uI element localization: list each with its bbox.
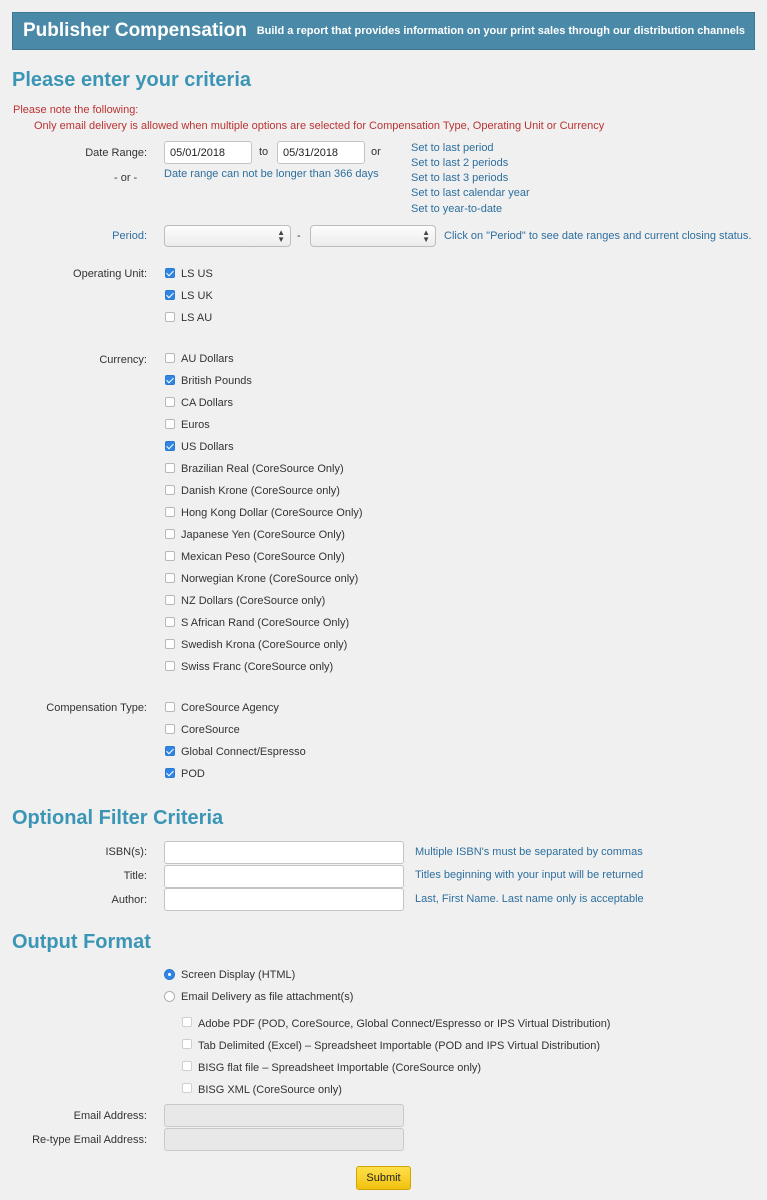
operating-unit-ls-au-label: LS AU	[181, 312, 213, 324]
note-text: Only email delivery is allowed when multiple options are selected for Compensation Type, Operating Unit or Currency	[34, 120, 605, 132]
currency-au-dollars-checkbox[interactable]	[165, 353, 175, 363]
submit-button[interactable]: Submit	[356, 1166, 411, 1190]
currency-swiss-franc-label: Swiss Franc (CoreSource only)	[181, 661, 334, 673]
currency-swedish-krona-checkbox[interactable]	[165, 639, 175, 649]
attachment-pdf-label: Adobe PDF (POD, CoreSource, Global Connect/Espresso or IPS Virtual Distribution)	[198, 1018, 611, 1030]
period-dash: -	[297, 230, 301, 242]
email-address-input[interactable]	[164, 1104, 404, 1127]
currency-japanese-yen-label: Japanese Yen (CoreSource Only)	[181, 529, 345, 541]
page-title: Publisher Compensation	[23, 20, 247, 41]
operating-unit-ls-us-checkbox[interactable]	[165, 268, 175, 278]
set-last-period-link[interactable]: Set to last period	[411, 142, 494, 154]
select-arrows-icon: ▲ ▼	[422, 228, 430, 244]
operating-unit-label: Operating Unit:	[73, 268, 147, 280]
currency-euros-checkbox[interactable]	[165, 419, 175, 429]
retype-email-label: Re-type Email Address:	[32, 1134, 147, 1146]
compensation-pod-label: POD	[181, 768, 205, 780]
currency-au-dollars-label: AU Dollars	[181, 353, 234, 365]
to-label: to	[259, 146, 269, 158]
currency-brazilian-real-label: Brazilian Real (CoreSource Only)	[181, 463, 344, 475]
screen-display-radio[interactable]	[164, 969, 175, 980]
note-heading: Please note the following:	[13, 104, 139, 116]
operating-unit-ls-au-checkbox[interactable]	[165, 312, 175, 322]
compensation-coresource-label: CoreSource	[181, 724, 240, 736]
page-header	[12, 12, 755, 50]
currency-japanese-yen-checkbox[interactable]	[165, 529, 175, 539]
isbn-hint: Multiple ISBN's must be separated by commas	[415, 846, 643, 858]
set-last-calendar-year-link[interactable]: Set to last calendar year	[411, 187, 530, 199]
filter-criteria-heading: Optional Filter Criteria	[12, 807, 224, 829]
output-format-heading: Output Format	[12, 931, 151, 953]
email-delivery-label: Email Delivery as file attachment(s)	[181, 991, 354, 1003]
author-label: Author:	[111, 894, 147, 906]
compensation-coresource-agency-label: CoreSource Agency	[181, 702, 279, 714]
compensation-global-connect-checkbox[interactable]	[165, 746, 175, 756]
currency-british-pounds-checkbox[interactable]	[165, 375, 175, 385]
attachment-bisg-flat-label: BISG flat file – Spreadsheet Importable (CoreSource only)	[198, 1062, 482, 1074]
currency-british-pounds-label: British Pounds	[181, 375, 252, 387]
currency-euros-label: Euros	[181, 419, 210, 431]
compensation-coresource-agency-checkbox[interactable]	[165, 702, 175, 712]
or-label: or	[371, 146, 381, 158]
attachment-tab-delimited-label: Tab Delimited (Excel) – Spreadsheet Importable (POD and IPS Virtual Distribution)	[198, 1040, 601, 1052]
currency-norwegian-krone-label: Norwegian Krone (CoreSource only)	[181, 573, 359, 585]
currency-danish-krone-checkbox[interactable]	[165, 485, 175, 495]
currency-hong-kong-dollar-checkbox[interactable]	[165, 507, 175, 517]
currency-s-african-rand-label: S African Rand (CoreSource Only)	[181, 617, 350, 629]
retype-email-input[interactable]	[164, 1128, 404, 1151]
or-separator: - or -	[114, 172, 138, 184]
date-range-hint: Date range can not be longer than 366 days	[164, 168, 379, 180]
currency-label: Currency:	[99, 354, 147, 366]
criteria-heading: Please enter your criteria	[12, 69, 252, 91]
currency-nz-dollars-checkbox[interactable]	[165, 595, 175, 605]
currency-us-dollars-checkbox[interactable]	[165, 441, 175, 451]
date-range-label: Date Range:	[85, 147, 147, 159]
currency-danish-krone-label: Danish Krone (CoreSource only)	[181, 485, 340, 497]
compensation-type-label: Compensation Type:	[46, 702, 147, 714]
attachment-bisg-xml-label: BISG XML (CoreSource only)	[198, 1084, 342, 1096]
operating-unit-ls-us-label: LS US	[181, 268, 213, 280]
attachment-bisg-flat-checkbox[interactable]	[182, 1061, 192, 1071]
currency-brazilian-real-checkbox[interactable]	[165, 463, 175, 473]
period-start-select[interactable]	[164, 225, 291, 247]
currency-us-dollars-label: US Dollars	[181, 441, 234, 453]
compensation-global-connect-label: Global Connect/Espresso	[181, 746, 306, 758]
operating-unit-ls-uk-checkbox[interactable]	[165, 290, 175, 300]
author-input[interactable]	[164, 888, 404, 911]
attachment-tab-delimited-checkbox[interactable]	[182, 1039, 192, 1049]
page-subtitle: Build a report that provides information on your print sales through our distribution channels	[256, 25, 745, 37]
author-hint: Last, First Name. Last name only is acceptable	[415, 893, 644, 905]
currency-mexican-peso-label: Mexican Peso (CoreSource Only)	[181, 551, 345, 563]
compensation-coresource-checkbox[interactable]	[165, 724, 175, 734]
attachment-bisg-xml-checkbox[interactable]	[182, 1083, 192, 1093]
set-last-2-periods-link[interactable]: Set to last 2 periods	[411, 157, 509, 169]
period-hint: Click on "Period" to see date ranges and current closing status.	[444, 230, 752, 242]
period-end-select[interactable]	[310, 225, 436, 247]
attachment-pdf-checkbox[interactable]	[182, 1017, 192, 1027]
set-last-3-periods-link[interactable]: Set to last 3 periods	[411, 172, 509, 184]
compensation-pod-checkbox[interactable]	[165, 768, 175, 778]
isbn-input[interactable]	[164, 841, 404, 864]
title-label: Title:	[123, 870, 147, 882]
screen-display-label: Screen Display (HTML)	[181, 969, 296, 981]
email-delivery-radio[interactable]	[164, 991, 175, 1002]
operating-unit-ls-uk-label: LS UK	[181, 290, 213, 302]
currency-swedish-krona-label: Swedish Krona (CoreSource only)	[181, 639, 348, 651]
currency-norwegian-krone-checkbox[interactable]	[165, 573, 175, 583]
currency-s-african-rand-checkbox[interactable]	[165, 617, 175, 627]
currency-ca-dollars-label: CA Dollars	[181, 397, 233, 409]
currency-swiss-franc-checkbox[interactable]	[165, 661, 175, 671]
currency-hong-kong-dollar-label: Hong Kong Dollar (CoreSource Only)	[181, 507, 363, 519]
set-year-to-date-link[interactable]: Set to year-to-date	[411, 203, 503, 215]
currency-nz-dollars-label: NZ Dollars (CoreSource only)	[181, 595, 326, 607]
currency-ca-dollars-checkbox[interactable]	[165, 397, 175, 407]
date-to-input[interactable]	[277, 141, 365, 164]
currency-mexican-peso-checkbox[interactable]	[165, 551, 175, 561]
title-hint: Titles beginning with your input will be returned	[415, 869, 644, 881]
isbn-label: ISBN(s):	[105, 846, 147, 858]
date-from-input[interactable]	[164, 141, 252, 164]
select-arrows-icon: ▲ ▼	[277, 228, 285, 244]
email-address-label: Email Address:	[73, 1110, 147, 1122]
title-input[interactable]	[164, 865, 404, 888]
period-label[interactable]: Period:	[112, 230, 147, 242]
